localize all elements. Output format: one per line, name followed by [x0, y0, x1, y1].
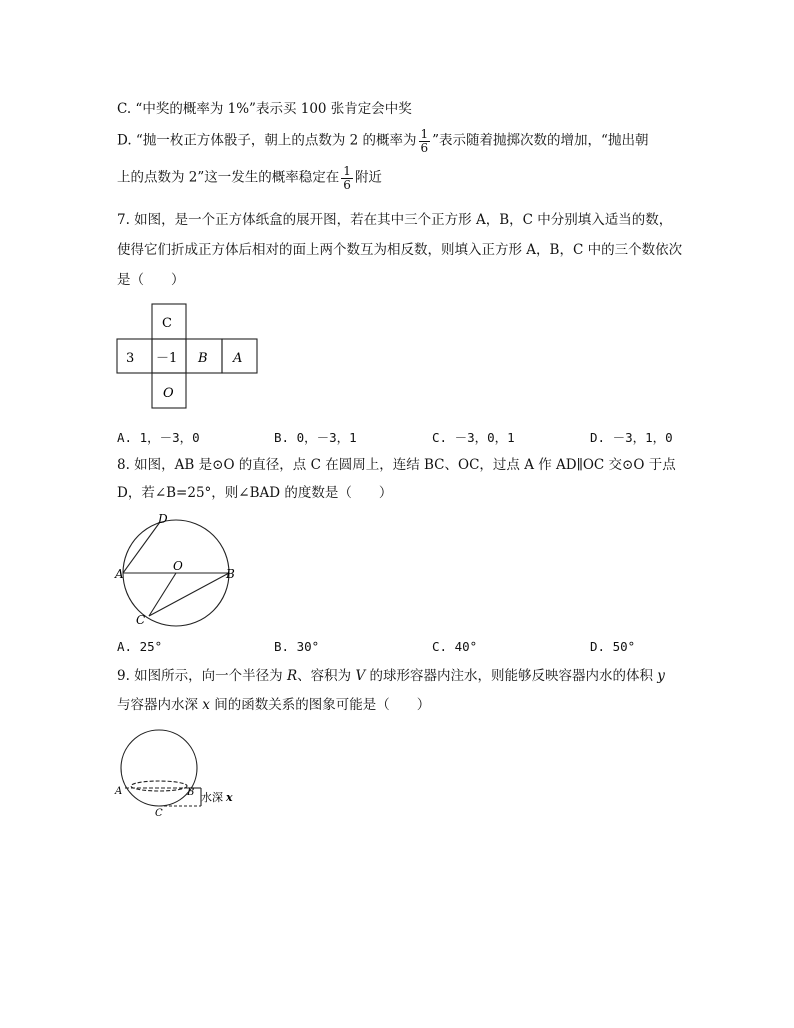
q8-option-d: D. 50°	[590, 639, 636, 654]
q9-stem-line1	[117, 670, 665, 684]
fig-label-d: D	[158, 512, 168, 526]
q8-option-a: A. 25°	[117, 639, 163, 654]
q9-text-c: 的球形容器内注水，则能够反映容器内水的体积	[365, 668, 658, 684]
q9-var-y: y	[657, 668, 665, 684]
fig-label-a: A	[115, 567, 124, 581]
fig-label-b: B	[226, 567, 235, 581]
q6-option-d-line1	[117, 128, 648, 154]
q9-text-a: 9. 如图所示，向一个半径为	[117, 668, 287, 684]
q7-option-b: B. 0，－3，1	[274, 430, 357, 445]
q9-text-b: 、容积为	[297, 668, 356, 684]
q6-d-text-post: ”表示随着抛掷次数的增加，“抛出朝	[432, 132, 649, 149]
fraction-numerator: 1	[343, 164, 351, 178]
q7-option-c: C. －3，0，1	[432, 430, 515, 445]
net-label-a: A	[233, 351, 243, 366]
q7-option-a: A. 1，－3，0	[117, 430, 200, 445]
q9-text-d: 与容器内水深	[117, 697, 203, 713]
q8-stem-line2: D，若∠B=25°，则∠BAD 的度数是（ ）	[117, 485, 393, 501]
q7-stem-line3: 是（ ）	[117, 272, 185, 288]
fig-label-water-depth: 水深	[201, 791, 223, 804]
q6-d-text-pre2: 上的点数为 2”这一发生的概率稳定在	[117, 169, 340, 186]
water-surface	[131, 781, 187, 791]
q9-text-e: 间的函数关系的图象可能是（ ）	[209, 697, 431, 713]
net-square-3	[117, 339, 152, 373]
net-label-neg1: －1	[156, 351, 178, 366]
fraction-one-sixth	[419, 128, 431, 154]
q9-var-r: R	[286, 668, 298, 684]
q6-d-text-post2: 附近	[354, 169, 382, 186]
circle-geometry-figure	[113, 512, 243, 627]
q8-option-c: C. 40°	[432, 639, 478, 654]
q6-d-text-pre: D. “抛一枚正方体骰子，朝上的点数为 2 的概率为	[117, 132, 417, 149]
fig-label-c: C	[136, 613, 146, 627]
q7-option-d: D. －3，1，0	[590, 430, 673, 445]
q6-option-d-line2	[117, 165, 382, 191]
q8-stem-line1: 8. 如图，AB 是⊙O 的直径，点 C 在圆周上，连结 BC、OC，过点 A 作 AD∥OC 交⊙O 于点	[117, 457, 676, 473]
q9-stem-line2	[117, 699, 430, 713]
fig-label-a: A	[115, 786, 123, 797]
q7-stem-line2: 使得它们折成正方体后相对的面上两个数互为相反数，则填入正方形 A，B，C 中的三个数依次	[117, 242, 683, 258]
sphere-outline	[121, 730, 197, 806]
fraction-denominator: 6	[420, 140, 429, 155]
q8-option-b: B. 30°	[274, 639, 320, 654]
chord-bc	[149, 573, 229, 616]
net-label-o: O	[163, 386, 174, 401]
fig-label-x: x	[226, 791, 233, 804]
net-label-b: B	[198, 351, 208, 366]
fig-label-o: O	[173, 559, 183, 573]
spherical-container-figure	[113, 728, 253, 818]
q9-var-v: V	[355, 668, 366, 684]
fig-label-b: B	[187, 787, 195, 798]
chord-ad	[123, 522, 160, 573]
q9-var-x: x	[202, 697, 210, 713]
fig-label-c: C	[155, 808, 163, 818]
fraction-numerator: 1	[420, 127, 429, 141]
fraction-denominator: 6	[343, 177, 351, 192]
q7-stem-line1: 7. 如图，是一个正方体纸盒的展开图，若在其中三个正方形 A，B，C 中分别填入适当的数，	[117, 212, 673, 228]
net-label-3: 3	[126, 351, 135, 366]
segment-oc	[149, 573, 176, 616]
fraction-one-sixth	[341, 165, 353, 191]
q6-option-c: C. “中奖的概率为 1%”表示买 100 张肯定会中奖	[117, 101, 412, 117]
cube-net-figure	[114, 302, 264, 412]
net-label-c: C	[162, 316, 172, 331]
